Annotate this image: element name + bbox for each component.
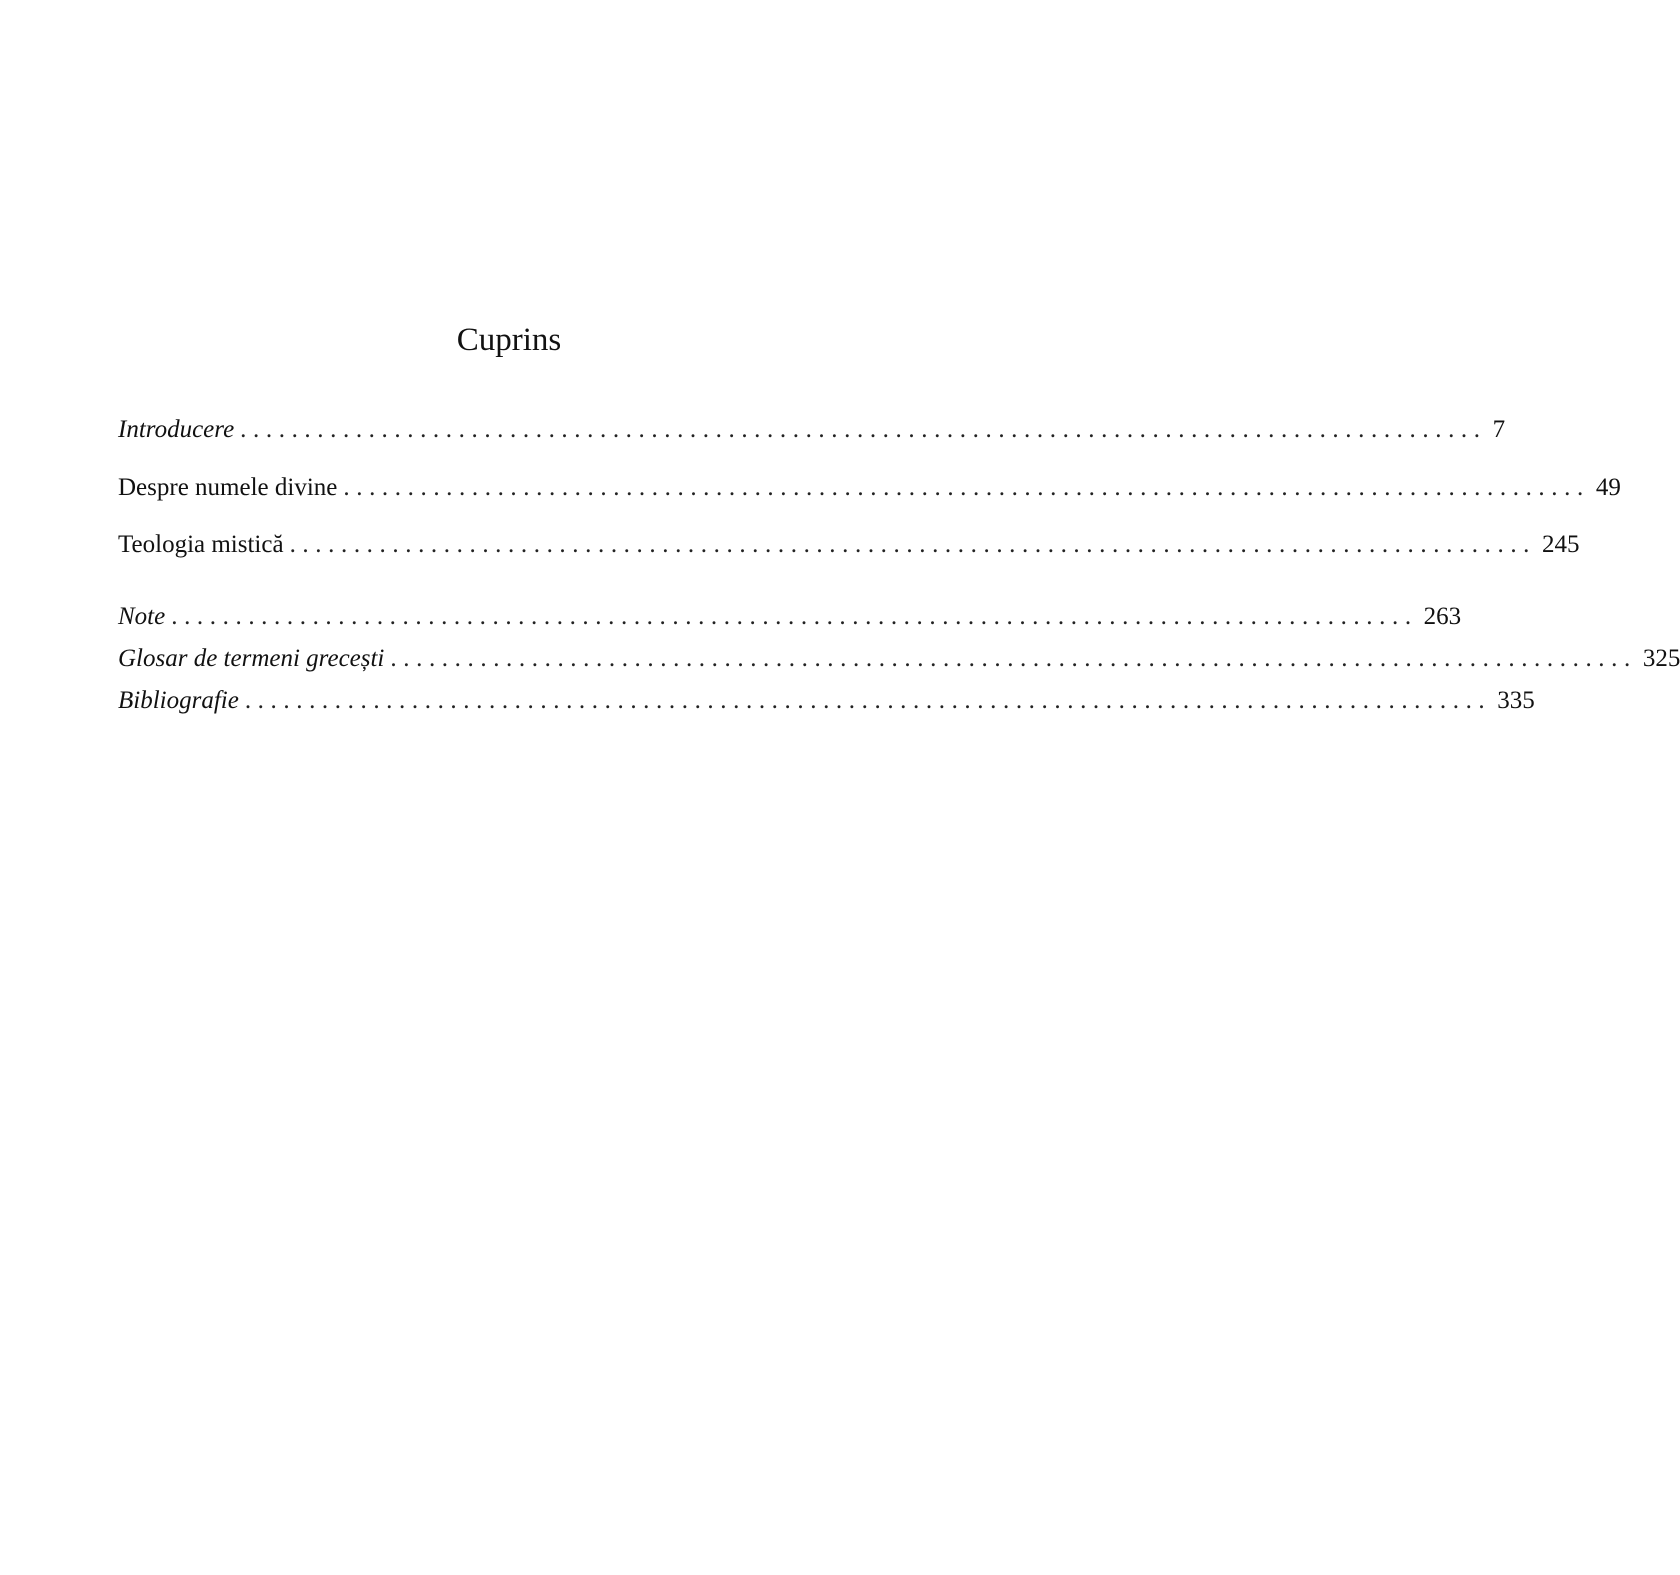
dot-leader: ................................................................................................. — [343, 474, 1590, 501]
toc-entry-page: 49 — [1595, 474, 1621, 501]
toc-entry-page: 335 — [1497, 687, 1535, 714]
toc-entry-page: 263 — [1423, 603, 1462, 630]
dot-leader: ................................................................................................. — [240, 416, 1487, 443]
toc-entry-label: Bibliografie — [118, 687, 239, 714]
toc-entry-note — [118, 601, 1462, 633]
toc-entry-introducere — [118, 414, 1506, 446]
toc-entry-page: 245 — [1542, 531, 1580, 558]
toc-entry-bibliografie — [118, 685, 1535, 717]
toc-entry-label: Despre numele divine — [118, 474, 338, 501]
dot-leader: ................................................................................................. — [244, 687, 1492, 714]
toc-entry-page: 7 — [1492, 416, 1506, 443]
dot-leader: ................................................................................................. — [171, 603, 1418, 630]
dot-leader: ................................................................................................. — [289, 531, 1537, 558]
toc-entry-label: Introducere — [118, 416, 235, 443]
dot-leader: ................................................................................................. — [390, 645, 1637, 672]
toc-entry-page: 325 — [1642, 645, 1680, 672]
toc-entry-glosar — [118, 643, 1680, 675]
toc-entry-label: Note — [118, 603, 166, 630]
toc-entry-despre-numele-divine — [118, 472, 1621, 504]
toc-entry-label: Teologia mistică — [118, 531, 284, 558]
page-title: Cuprins — [456, 322, 562, 358]
toc-entry-teologia-mistica — [118, 529, 1580, 561]
toc-entry-label: Glosar de termeni grecești — [118, 645, 385, 672]
